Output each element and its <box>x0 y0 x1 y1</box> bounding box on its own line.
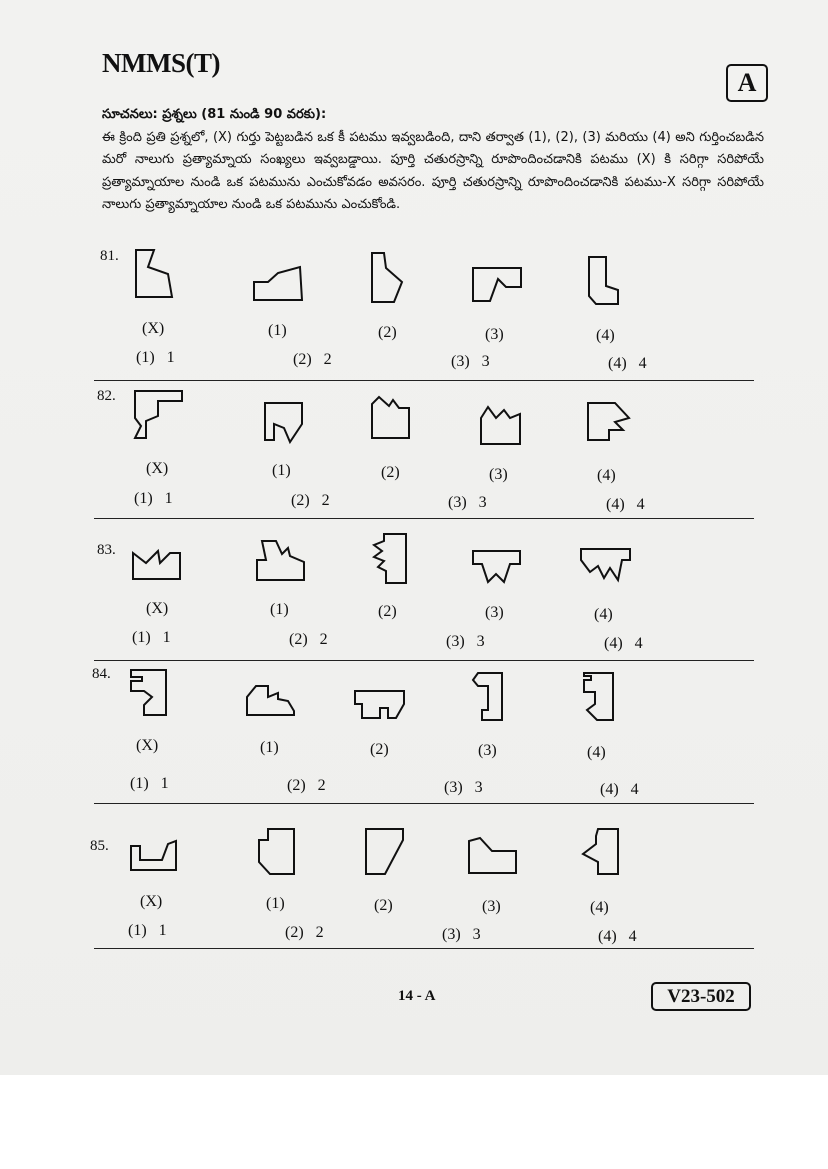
answer-option-2[interactable]: (2) 2 <box>287 777 326 794</box>
paper-title: NMMS(T) <box>102 48 220 78</box>
figure-label-x: (X) <box>142 320 165 337</box>
figure-label-x: (X) <box>136 737 159 754</box>
figure-4 <box>581 670 617 724</box>
figure-2 <box>369 394 413 442</box>
question-number: 82. <box>97 388 116 404</box>
answer-option-1[interactable]: (1) 1 <box>128 922 167 939</box>
answer-option-3[interactable]: (3) 3 <box>451 353 490 370</box>
figure-2 <box>370 531 412 587</box>
figure-label-1: (1) <box>260 739 279 756</box>
figure-x <box>130 545 184 583</box>
answer-option-2[interactable]: (2) 2 <box>291 492 330 509</box>
figure-1 <box>244 683 298 719</box>
answer-option-3[interactable]: (3) 3 <box>442 926 481 943</box>
answer-option-4[interactable]: (4) 4 <box>608 355 647 372</box>
figure-label-3: (3) <box>478 742 497 759</box>
figure-label-4: (4) <box>590 899 609 916</box>
question-number: 81. <box>100 248 119 264</box>
answer-option-2[interactable]: (2) 2 <box>293 351 332 368</box>
question-number: 84. <box>92 666 111 682</box>
figure-3 <box>470 548 524 586</box>
set-code-box: A <box>726 64 768 102</box>
answer-option-1[interactable]: (1) 1 <box>132 629 171 646</box>
answer-option-1[interactable]: (1) 1 <box>136 349 175 366</box>
question-number: 85. <box>90 838 109 854</box>
figure-label-x: (X) <box>146 460 169 477</box>
figure-x <box>128 667 170 719</box>
instructions-body: ఈ క్రింది ప్రతి ప్రశ్నలో, (X) గుర్తు పెట్టబడిన ఒక కీ పటము ఇవ్వబడింది, దాని తర్వాత (1), (2), (3) మరియు (4) అని గుర్తించబడిన మరో నాలుగు ప్రత్యామ్నాయ సంఖ్యలు ఇవ్వబడ్డాయి. పూర్తి చతురస్రాన్ని రూపొందించడానికి పటము (X) కి సరిగ్గా సరిపోయే ప్రత్యామ్నాయాల నుండి ఒక పటమును ఎంచుకోవడం అవసరం. పూర్తి చతురస్రాన్ని రూపొందించడానికి పటము-X సరిగ్గా సరిపోయే నాలుగు ప్రత్యామ్నాయాల నుండి ఒక పటమును ఎంచుకోండి. <box>102 129 764 212</box>
question-number: 83. <box>97 542 116 558</box>
instructions <box>102 104 764 217</box>
figure-1 <box>256 826 298 878</box>
answer-option-2[interactable]: (2) 2 <box>289 631 328 648</box>
figure-label-3: (3) <box>485 326 504 343</box>
question-divider <box>94 380 754 381</box>
figure-label-2: (2) <box>378 324 397 341</box>
question-divider <box>94 948 754 949</box>
answer-option-1[interactable]: (1) 1 <box>130 775 169 792</box>
instructions-heading: సూచనలు: ప్రశ్నలు (81 నుండి 90 వరకు): <box>102 107 327 122</box>
figure-3 <box>466 835 520 877</box>
figure-4 <box>586 254 622 308</box>
question-divider <box>94 660 754 661</box>
figure-label-3: (3) <box>485 604 504 621</box>
answer-option-3[interactable]: (3) 3 <box>446 633 485 650</box>
figure-label-3: (3) <box>482 898 501 915</box>
figure-1 <box>252 264 306 302</box>
answer-option-2[interactable]: (2) 2 <box>285 924 324 941</box>
answer-option-3[interactable]: (3) 3 <box>448 494 487 511</box>
figure-4 <box>585 400 631 444</box>
figure-label-x: (X) <box>146 600 169 617</box>
figure-label-1: (1) <box>266 895 285 912</box>
figure-3 <box>470 265 524 305</box>
answer-option-4[interactable]: (4) 4 <box>598 928 637 945</box>
figure-4 <box>578 546 634 586</box>
figure-label-1: (1) <box>272 462 291 479</box>
figure-label-4: (4) <box>596 327 615 344</box>
figure-3 <box>470 670 506 724</box>
figure-label-1: (1) <box>268 322 287 339</box>
figure-label-4: (4) <box>587 744 606 761</box>
figure-label-2: (2) <box>381 464 400 481</box>
paper-code-box: V23-502 <box>651 982 751 1011</box>
figure-2 <box>352 688 408 722</box>
answer-option-4[interactable]: (4) 4 <box>606 496 645 513</box>
figure-label-3: (3) <box>489 466 508 483</box>
figure-2 <box>363 826 407 878</box>
answer-option-3[interactable]: (3) 3 <box>444 779 483 796</box>
answer-option-4[interactable]: (4) 4 <box>604 635 643 652</box>
figure-1 <box>254 538 308 584</box>
question-divider <box>94 803 754 804</box>
figure-label-1: (1) <box>270 601 289 618</box>
scan-margin <box>0 1075 828 1169</box>
figure-label-4: (4) <box>594 606 613 623</box>
figure-label-2: (2) <box>374 897 393 914</box>
figure-label-2: (2) <box>378 603 397 620</box>
figure-1 <box>262 400 306 448</box>
answer-option-1[interactable]: (1) 1 <box>134 490 173 507</box>
figure-label-x: (X) <box>140 893 163 910</box>
figure-x <box>132 247 176 301</box>
figure-x <box>132 388 186 440</box>
figure-label-4: (4) <box>597 467 616 484</box>
page-number: 14 - A <box>398 988 436 1004</box>
answer-option-4[interactable]: (4) 4 <box>600 781 639 798</box>
figure-2 <box>368 250 408 306</box>
question-divider <box>94 518 754 519</box>
figure-3 <box>478 404 524 448</box>
figure-label-2: (2) <box>370 741 389 758</box>
figure-x <box>128 838 180 874</box>
figure-4 <box>580 826 622 878</box>
